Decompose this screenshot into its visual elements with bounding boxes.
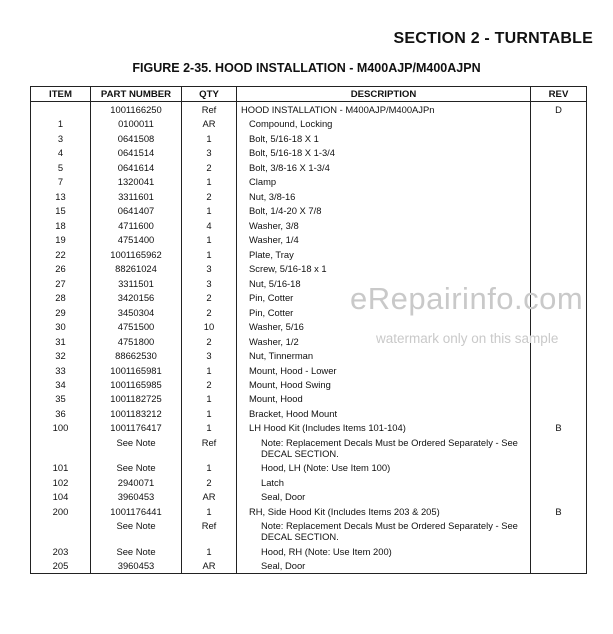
cell-description: Screw, 5/16-18 x 1	[237, 261, 531, 275]
cell-description: Note: Replacement Decals Must be Ordered Separately - See DECAL SECTION.	[237, 519, 531, 544]
cell-item: 30	[31, 319, 91, 333]
cell-rev	[531, 392, 587, 406]
cell-rev	[531, 247, 587, 261]
cell-item: 200	[31, 504, 91, 518]
cell-item: 28	[31, 290, 91, 304]
table-row	[31, 490, 587, 504]
cell-qty: 1	[182, 174, 237, 188]
cell-description: Bracket, Hood Mount	[237, 406, 531, 420]
table-row	[31, 392, 587, 406]
column-header-part-number: PART NUMBER	[91, 87, 182, 102]
cell-item: 100	[31, 421, 91, 435]
watermark-text: eRepairinfo.com	[350, 281, 584, 316]
cell-item: 13	[31, 189, 91, 203]
cell-part-number: 0641614	[91, 160, 182, 174]
cell-part-number: 1001165985	[91, 377, 182, 391]
cell-rev	[531, 490, 587, 504]
table-row	[31, 232, 587, 246]
cell-description: Bolt, 1/4-20 X 7/8	[237, 203, 531, 217]
cell-description: Hood, LH (Note: Use Item 100)	[237, 461, 531, 475]
cell-rev	[531, 261, 587, 275]
cell-rev	[531, 189, 587, 203]
cell-description: Washer, 5/16	[237, 319, 531, 333]
cell-part-number: See Note	[91, 435, 182, 460]
watermark-subtext: watermark only on this sample	[376, 331, 559, 346]
cell-qty: 1	[182, 232, 237, 246]
cell-item: 203	[31, 544, 91, 558]
cell-qty: 2	[182, 475, 237, 489]
cell-rev	[531, 461, 587, 475]
cell-item: 101	[31, 461, 91, 475]
cell-rev	[531, 406, 587, 420]
cell-description: Mount, Hood Swing	[237, 377, 531, 391]
cell-description: Mount, Hood	[237, 392, 531, 406]
cell-item	[31, 102, 91, 117]
cell-qty: 1	[182, 406, 237, 420]
cell-item: 1	[31, 116, 91, 130]
cell-description: Seal, Door	[237, 559, 531, 574]
cell-description: Hood, RH (Note: Use Item 200)	[237, 544, 531, 558]
cell-part-number: 1001166250	[91, 102, 182, 117]
cell-item	[31, 435, 91, 460]
cell-description: Washer, 1/4	[237, 232, 531, 246]
table-row	[31, 102, 587, 117]
cell-description: HOOD INSTALLATION - M400AJP/M400AJPn	[237, 102, 531, 117]
cell-part-number: 4751800	[91, 334, 182, 348]
cell-item: 104	[31, 490, 91, 504]
cell-item: 36	[31, 406, 91, 420]
cell-qty: 2	[182, 305, 237, 319]
cell-description: Nut, 3/8-16	[237, 189, 531, 203]
cell-description: Washer, 1/2	[237, 334, 531, 348]
cell-qty: Ref	[182, 435, 237, 460]
cell-item: 27	[31, 276, 91, 290]
cell-qty: 3	[182, 276, 237, 290]
cell-part-number: 1320041	[91, 174, 182, 188]
cell-qty: 3	[182, 348, 237, 362]
cell-part-number: See Note	[91, 519, 182, 544]
cell-description: Bolt, 5/16-18 X 1-3/4	[237, 145, 531, 159]
cell-part-number: 4751500	[91, 319, 182, 333]
cell-part-number: 0100011	[91, 116, 182, 130]
cell-description: Bolt, 5/16-18 X 1	[237, 131, 531, 145]
cell-item: 3	[31, 131, 91, 145]
cell-part-number: 1001182725	[91, 392, 182, 406]
table-row	[31, 377, 587, 391]
cell-item: 35	[31, 392, 91, 406]
cell-item: 5	[31, 160, 91, 174]
cell-description: Bolt, 3/8-16 X 1-3/4	[237, 160, 531, 174]
cell-rev: D	[531, 102, 587, 117]
cell-qty: Ref	[182, 102, 237, 117]
cell-qty: 10	[182, 319, 237, 333]
cell-qty: 1	[182, 203, 237, 217]
table-header-row	[31, 87, 587, 102]
cell-item: 22	[31, 247, 91, 261]
table-row	[31, 116, 587, 130]
cell-part-number: 0641508	[91, 131, 182, 145]
table-row	[31, 203, 587, 217]
column-header-rev: REV	[531, 87, 587, 102]
table-row	[31, 131, 587, 145]
cell-part-number: 1001165962	[91, 247, 182, 261]
cell-rev	[531, 203, 587, 217]
cell-part-number: See Note	[91, 461, 182, 475]
cell-description: Seal, Door	[237, 490, 531, 504]
cell-description: RH, Side Hood Kit (Includes Items 203 & 205)	[237, 504, 531, 518]
cell-item: 26	[31, 261, 91, 275]
cell-description: Plate, Tray	[237, 247, 531, 261]
cell-item: 33	[31, 363, 91, 377]
cell-item: 205	[31, 559, 91, 574]
cell-rev	[531, 145, 587, 159]
cell-item: 32	[31, 348, 91, 362]
cell-rev	[531, 348, 587, 362]
cell-part-number: 3420156	[91, 290, 182, 304]
cell-rev	[531, 377, 587, 391]
cell-rev	[531, 435, 587, 460]
table-row	[31, 544, 587, 558]
table-row	[31, 261, 587, 275]
cell-description: Nut, Tinnerman	[237, 348, 531, 362]
cell-description: Mount, Hood - Lower	[237, 363, 531, 377]
cell-qty: 1	[182, 363, 237, 377]
cell-part-number: 3311601	[91, 189, 182, 203]
column-header-description: DESCRIPTION	[237, 87, 531, 102]
cell-qty: 1	[182, 544, 237, 558]
table-row	[31, 348, 587, 362]
cell-qty: 1	[182, 392, 237, 406]
cell-part-number: 3311501	[91, 276, 182, 290]
cell-description: Washer, 3/8	[237, 218, 531, 232]
cell-part-number: 2940071	[91, 475, 182, 489]
cell-part-number: 1001165981	[91, 363, 182, 377]
cell-item: 4	[31, 145, 91, 159]
cell-description: Pin, Cotter	[237, 305, 531, 319]
cell-rev	[531, 174, 587, 188]
cell-qty: 2	[182, 377, 237, 391]
cell-qty: 1	[182, 461, 237, 475]
cell-part-number: 1001176441	[91, 504, 182, 518]
cell-qty: 4	[182, 218, 237, 232]
cell-part-number: See Note	[91, 544, 182, 558]
cell-part-number: 4751400	[91, 232, 182, 246]
cell-part-number: 4711600	[91, 218, 182, 232]
cell-rev	[531, 475, 587, 489]
cell-item	[31, 519, 91, 544]
cell-item: 102	[31, 475, 91, 489]
figure-title: FIGURE 2-35. HOOD INSTALLATION - M400AJP/M400AJPN	[132, 61, 481, 75]
cell-rev	[531, 559, 587, 574]
cell-part-number: 3960453	[91, 559, 182, 574]
cell-description: Compound, Locking	[237, 116, 531, 130]
table-row	[31, 475, 587, 489]
table-row	[31, 504, 587, 518]
cell-qty: AR	[182, 116, 237, 130]
table-row	[31, 421, 587, 435]
table-row	[31, 406, 587, 420]
cell-rev	[531, 116, 587, 130]
cell-description: Note: Replacement Decals Must be Ordered Separately - See DECAL SECTION.	[237, 435, 531, 460]
cell-item: 18	[31, 218, 91, 232]
table-row	[31, 160, 587, 174]
cell-qty: 1	[182, 504, 237, 518]
table-row	[31, 461, 587, 475]
cell-rev: B	[531, 421, 587, 435]
cell-qty: 2	[182, 334, 237, 348]
cell-item: 31	[31, 334, 91, 348]
cell-description: LH Hood Kit (Includes Items 101-104)	[237, 421, 531, 435]
cell-item: 29	[31, 305, 91, 319]
cell-item: 34	[31, 377, 91, 391]
cell-qty: 1	[182, 421, 237, 435]
column-header-item: ITEM	[31, 87, 91, 102]
section-title: SECTION 2 - TURNTABLE	[393, 30, 593, 47]
cell-qty: AR	[182, 559, 237, 574]
cell-rev	[531, 218, 587, 232]
cell-item: 7	[31, 174, 91, 188]
cell-qty: 3	[182, 261, 237, 275]
cell-part-number: 3960453	[91, 490, 182, 504]
cell-description: Pin, Cotter	[237, 290, 531, 304]
cell-part-number: 0641514	[91, 145, 182, 159]
cell-part-number: 3450304	[91, 305, 182, 319]
cell-qty: 2	[182, 160, 237, 174]
cell-rev: B	[531, 504, 587, 518]
cell-description: Nut, 5/16-18	[237, 276, 531, 290]
cell-item: 19	[31, 232, 91, 246]
cell-rev	[531, 363, 587, 377]
table-row	[31, 145, 587, 159]
cell-qty: 2	[182, 189, 237, 203]
table-row	[31, 189, 587, 203]
cell-item: 15	[31, 203, 91, 217]
cell-rev	[531, 160, 587, 174]
cell-qty: 1	[182, 247, 237, 261]
cell-part-number: 1001183212	[91, 406, 182, 420]
cell-rev	[531, 544, 587, 558]
cell-rev	[531, 232, 587, 246]
cell-qty: 1	[182, 131, 237, 145]
cell-part-number: 0641407	[91, 203, 182, 217]
parts-table	[30, 86, 587, 574]
table-row	[31, 519, 587, 544]
table-row	[31, 218, 587, 232]
cell-qty: 2	[182, 290, 237, 304]
cell-description: Latch	[237, 475, 531, 489]
cell-qty: Ref	[182, 519, 237, 544]
table-row	[31, 363, 587, 377]
cell-rev	[531, 131, 587, 145]
cell-qty: AR	[182, 490, 237, 504]
table-row	[31, 174, 587, 188]
table-row	[31, 435, 587, 460]
cell-qty: 3	[182, 145, 237, 159]
table-row	[31, 247, 587, 261]
cell-description: Clamp	[237, 174, 531, 188]
column-header-qty: QTY	[182, 87, 237, 102]
table-row	[31, 559, 587, 574]
cell-part-number: 1001176417	[91, 421, 182, 435]
cell-rev	[531, 519, 587, 544]
cell-part-number: 88662530	[91, 348, 182, 362]
cell-part-number: 88261024	[91, 261, 182, 275]
